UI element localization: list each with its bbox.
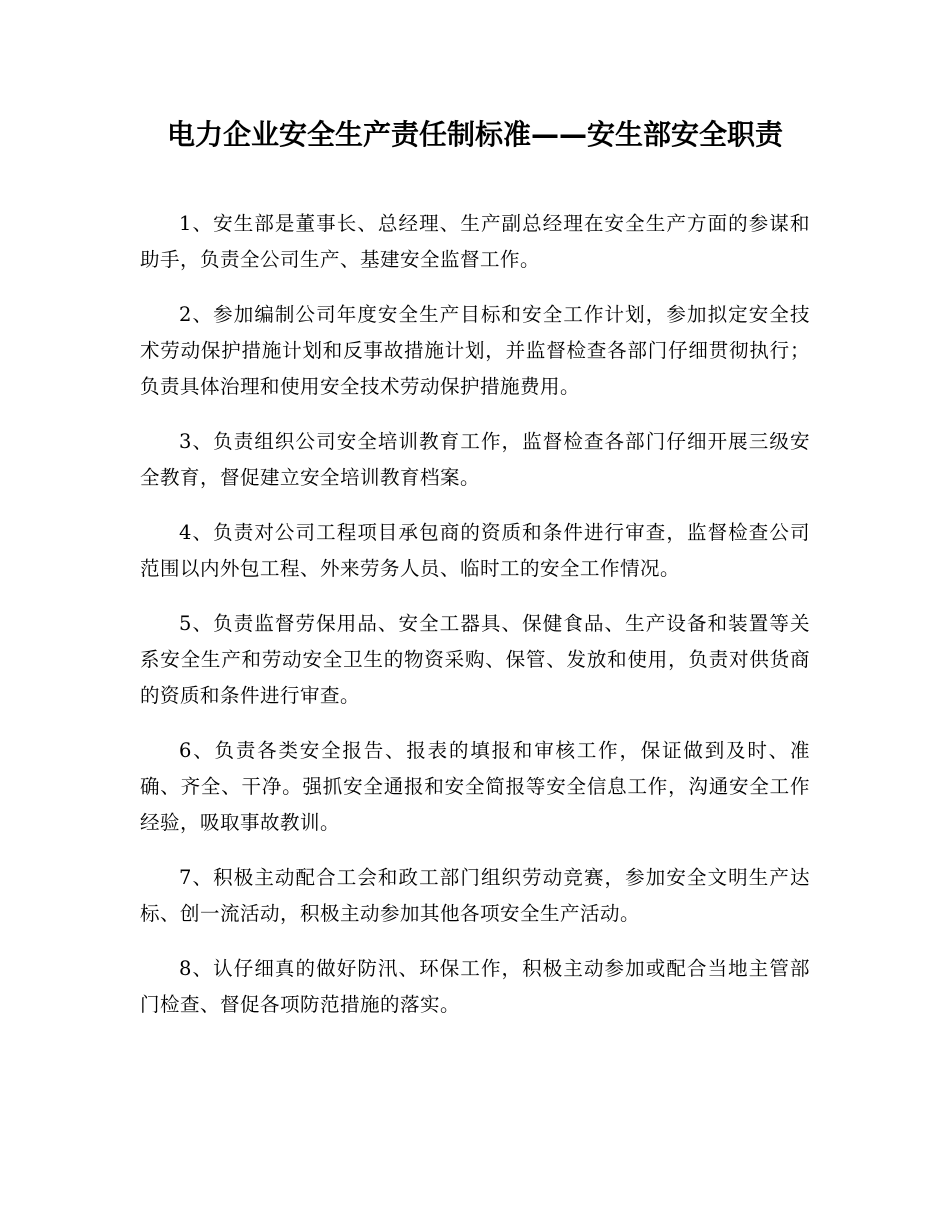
document-title: 电力企业安全生产责任制标准——安生部安全职责 <box>166 118 783 151</box>
paragraph-5: 5、负责监督劳保用品、安全工器具、保健食品、生产设备和装置等关系安全生产和劳动安全卫生的物资采购、保管、发放和使用，负责对供货商的资质和条件进行审查。 <box>140 612 810 707</box>
paragraph-2: 2、参加编制公司年度安全生产目标和安全工作计划，参加拟定安全技术劳动保护措施计划和反事故措施计划，并监督检查各部门仔细贯彻执行；负责具体治理和使用安全技术劳动保护措施费用。 <box>140 303 810 398</box>
paragraph-6: 6、负责各类安全报告、报表的填报和审核工作，保证做到及时、准确、齐全、干净。强抓安全通报和安全简报等安全信息工作，沟通安全工作经验，吸取事故教训。 <box>140 739 810 834</box>
paragraph-1: 1、安生部是董事长、总经理、生产副总经理在安全生产方面的参谋和助手，负责全公司生产、基建安全监督工作。 <box>140 212 810 271</box>
paragraph-3: 3、负责组织公司安全培训教育工作，监督检查各部门仔细开展三级安全教育，督促建立安全培训教育档案。 <box>140 430 810 489</box>
document-body <box>140 206 810 1042</box>
paragraph-8: 8、认仔细真的做好防汛、环保工作，积极主动参加或配合当地主管部门检查、督促各项防范措施的落实。 <box>140 957 810 1016</box>
paragraph-7: 7、积极主动配合工会和政工部门组织劳动竞赛，参加安全文明生产达标、创一流活动，积极主动参加其他各项安全生产活动。 <box>140 866 810 925</box>
paragraph-4: 4、负责对公司工程项目承包商的资质和条件进行审查，监督检查公司范围以内外包工程、外来劳务人员、临时工的安全工作情况。 <box>140 521 810 580</box>
